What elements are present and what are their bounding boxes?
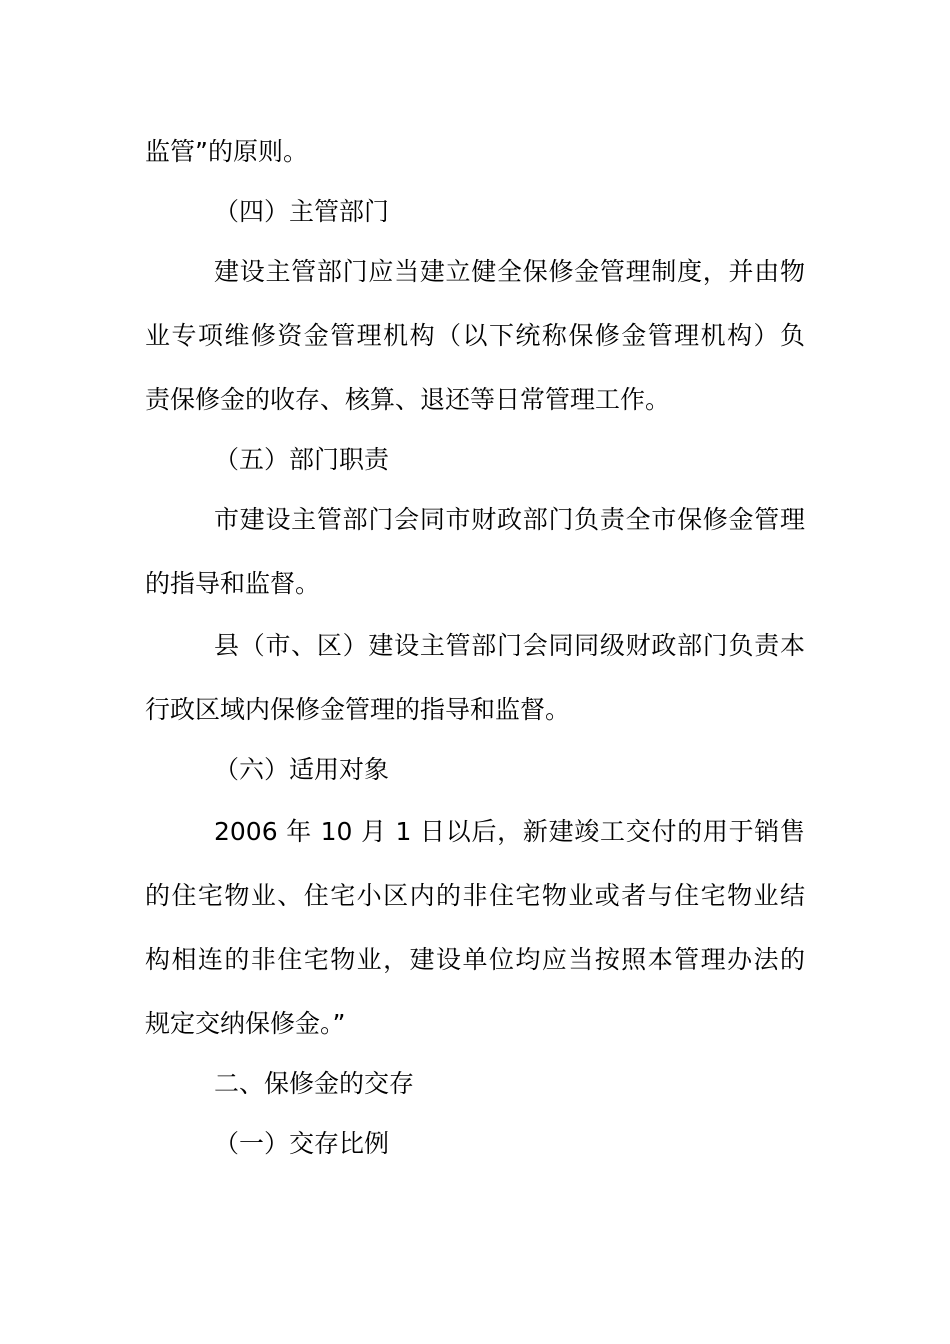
paragraph-line: 监管”的原则。 — [145, 137, 308, 166]
paragraph-line: 建设主管部门应当建立健全保修金管理制度，并由物 — [214, 257, 805, 286]
section-heading: （一）交存比例 — [214, 1129, 390, 1158]
section-heading: （六）适用对象 — [214, 755, 390, 784]
paragraph-line: 行政区域内保修金管理的指导和监督。 — [145, 695, 571, 724]
paragraph-line: 构相连的非住宅物业，建设单位均应当按照本管理办法的 — [145, 945, 805, 974]
paragraph-line: 规定交纳保修金。” — [145, 1009, 346, 1038]
paragraph-line: 县（市、区）建设主管部门会同同级财政部门负责本 — [214, 631, 805, 660]
section-heading: （四）主管部门 — [214, 197, 390, 226]
paragraph-line: 市建设主管部门会同市财政部门负责全市保修金管理 — [214, 505, 805, 534]
section-heading: 二、保修金的交存 — [214, 1069, 415, 1098]
section-heading: （五）部门职责 — [214, 445, 390, 474]
paragraph-line: 责保修金的收存、核算、退还等日常管理工作。 — [145, 385, 671, 414]
paragraph-line: 的指导和监督。 — [145, 569, 321, 598]
paragraph-line: 的住宅物业、住宅小区内的非住宅物业或者与住宅物业结 — [145, 881, 805, 910]
paragraph-line: 业专项维修资金管理机构（以下统称保修金管理机构）负 — [145, 321, 805, 350]
paragraph-line: 2006 年 10 月 1 日以后，新建竣工交付的用于销售 — [214, 817, 805, 846]
